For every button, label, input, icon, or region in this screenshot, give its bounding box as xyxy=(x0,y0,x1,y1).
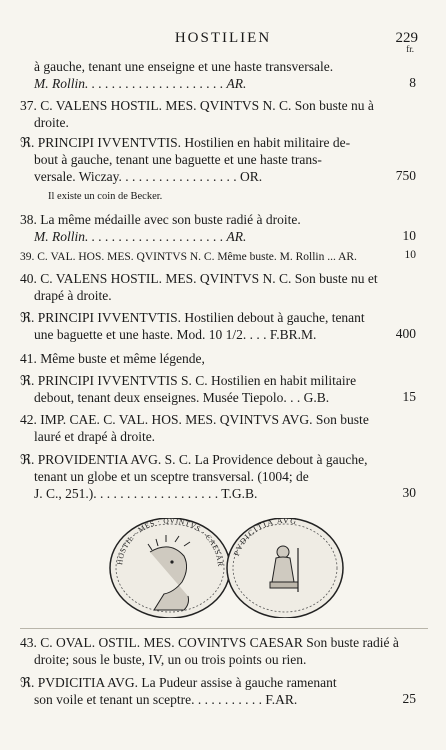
unit-label: fr. xyxy=(406,44,414,54)
entry-line: 43. C. OVAL. OSTIL. MES. COVINTVS CAESAR Son buste radié à xyxy=(20,635,399,650)
entry-line: lauré et drapé à droite. xyxy=(34,429,156,444)
entry-line: 38. La même médaille avec son buste radié à droite. xyxy=(20,212,301,227)
page-title: HOSTILIEN xyxy=(174,30,272,46)
price-value: 15 xyxy=(402,389,416,404)
entry-line: 42. IMP. CAE. C. VAL. HOS. MES. QVINTVS AVG. Son buste xyxy=(20,412,369,427)
note-line: Il existe un coin de Becker. xyxy=(48,191,163,202)
entry-line: J. C., 251.). . . . . . . . . . . . . . . . . . . T.G.B. xyxy=(34,486,258,501)
entry-line: 37. C. VALENS HOSTIL. MES. QVINTVS N. C. Son buste nu à xyxy=(20,98,374,113)
catalog-entry xyxy=(20,634,399,668)
price-value: 30 xyxy=(402,485,416,500)
note xyxy=(48,188,420,205)
entry-line: ℜ. PRINCIPI IVVENTVTIS. Hostilien en habit militaire de- xyxy=(20,135,351,150)
catalog-entry xyxy=(20,309,392,343)
entry-line: M. Rollin. . . . . . . . . . . . . . . . . . . . . AR. xyxy=(34,229,247,244)
entry-line: 39. C. VAL. HOS. MES. QVINTVS N. C. Même buste. M. Rollin ... AR. xyxy=(20,251,357,263)
price-value: 8 xyxy=(409,75,416,90)
catalog-entry xyxy=(20,674,392,708)
catalog-entry xyxy=(20,350,392,367)
reverse-legend: PVDICITIA AVG xyxy=(231,518,298,558)
catalog-entry xyxy=(20,97,392,131)
catalog-entry xyxy=(20,451,392,502)
entry-line: droite; sous le buste, IV, un ou trois points ou rien. xyxy=(34,652,307,667)
entry-line: drapé à droite. xyxy=(34,288,112,303)
catalog-entry xyxy=(20,211,392,245)
entry-line: 41. Même buste et même légende, xyxy=(20,351,205,366)
divider xyxy=(20,628,428,629)
entry-line: tenant un globe et un sceptre transversal. (1004; de xyxy=(34,469,309,484)
entry-line: ℜ. PVDICITIA AVG. La Pudeur assise à gauche ramenant xyxy=(20,675,337,690)
catalog-entry xyxy=(20,249,392,266)
price-value: 10 xyxy=(404,249,416,261)
entry-line: ℜ. PRINCIPI IVVENTVTIS. Hostilien debout à gauche, tenant xyxy=(20,310,365,325)
entry-line: ℜ. PROVIDENTIA AVG. S. C. La Providence debout à gauche, xyxy=(20,452,368,467)
obverse-legend: HOSTIL · MES · QVINTVS · CAESAR xyxy=(115,518,226,568)
catalog-entry xyxy=(20,411,392,445)
catalog-entry xyxy=(20,134,392,185)
entry-line: debout, tenant deux enseignes. Musée Tiepolo. . . G.B. xyxy=(34,390,330,405)
entry-line: son voile et tenant un sceptre. . . . . . . . . . . F.AR. xyxy=(34,692,298,707)
price-value: 25 xyxy=(402,691,416,706)
entry-line: droite. xyxy=(34,115,69,130)
coin-illustration xyxy=(0,518,446,618)
catalog-entry xyxy=(20,372,392,406)
price-value: 400 xyxy=(395,326,416,341)
entry-line: à gauche, tenant une enseigne et une haste transversale. xyxy=(34,59,334,74)
entry-line: bout à gauche, tenant une baguette et une haste trans- xyxy=(34,152,322,167)
reverse-coin xyxy=(227,518,343,618)
entry-line: 40. C. VALENS HOSTIL. MES. QVINTVS N. C. Son buste nu et xyxy=(20,271,378,286)
obverse-coin xyxy=(110,518,230,618)
entry-line: une baguette et une haste. Mod. 10 1/2. . . . F.BR.M. xyxy=(34,327,317,342)
price-value: 10 xyxy=(402,228,416,243)
catalog-entry xyxy=(20,58,392,92)
entry-line: M. Rollin. . . . . . . . . . . . . . . . . . . . . AR. xyxy=(34,76,247,91)
price-value: 750 xyxy=(395,168,416,183)
entry-line: ℜ. PRINCIPI IVVENTVTIS S. C. Hostilien en habit militaire xyxy=(20,373,357,388)
entry-line: versale. Wiczay. . . . . . . . . . . . . . . . . . OR. xyxy=(34,169,263,184)
catalog-entry xyxy=(20,270,392,304)
page-number: 229 xyxy=(395,30,418,46)
coin-pair-image xyxy=(0,518,446,618)
